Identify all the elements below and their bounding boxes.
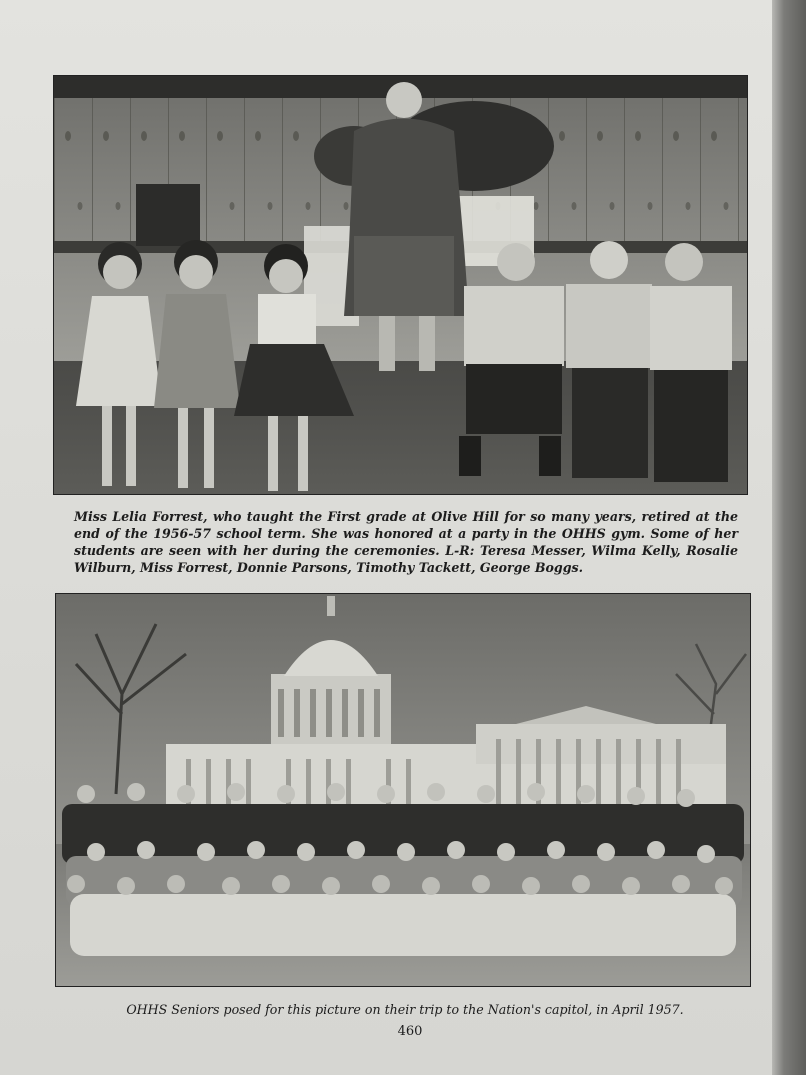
page-number: 460 bbox=[397, 1024, 423, 1039]
photo-seniors-capitol-image bbox=[56, 594, 750, 986]
photo-teacher-with-students bbox=[54, 76, 747, 494]
photo-teacher-with-students-image bbox=[54, 76, 747, 494]
caption-seniors-photo: OHHS Seniors posed for this picture on their trip to the Nation's capitol, in April 1957. bbox=[126, 1002, 684, 1017]
photo-seniors-capitol bbox=[56, 594, 750, 986]
book-spine-edge bbox=[772, 0, 806, 1075]
caption-teacher-photo: Miss Lelia Forrest, who taught the First grade at Olive Hill for so many years, retired at the end of the 1956-57 school term. She was honored at a party in the OHHS gym. Some of her students are seen with her during the ceremonies. L-R: Teresa Messer, Wilma Kelly, Rosalie Wilburn, Miss Forrest, Donnie Parsons, Timothy Tackett, George Boggs. bbox=[74, 509, 738, 575]
